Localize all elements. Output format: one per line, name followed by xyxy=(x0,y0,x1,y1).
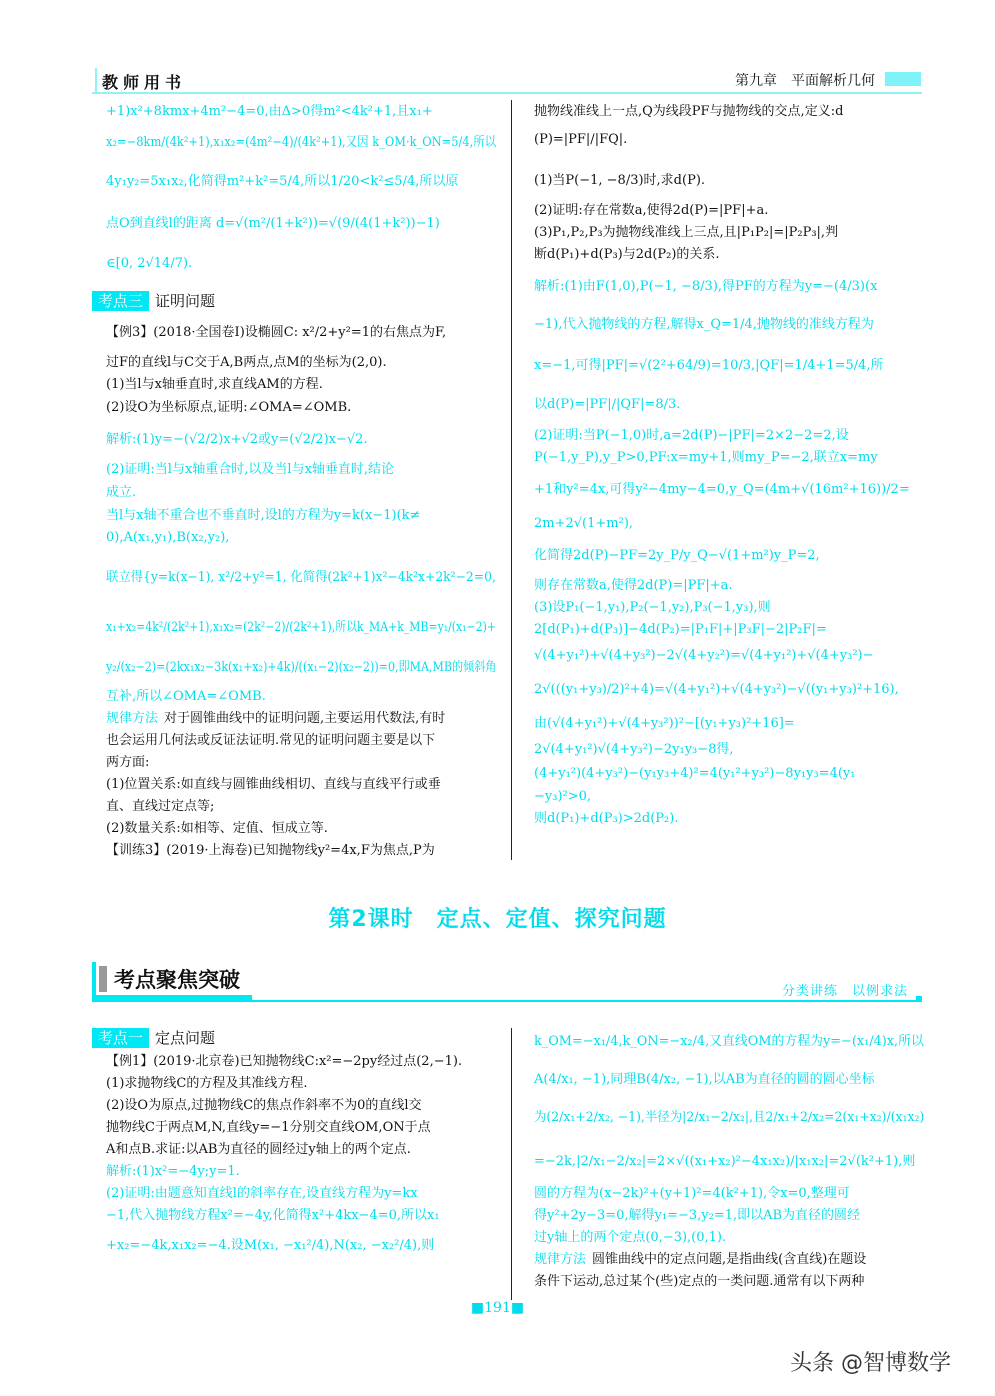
line-text: 两方面: xyxy=(106,755,150,770)
text-line xyxy=(534,714,795,734)
line-text: +1和y²=4x,可得y²−4my−4=0,y_Q=(4m+√(16m²+16))/2= xyxy=(534,482,910,497)
text-line xyxy=(534,787,591,807)
text-line xyxy=(106,1140,411,1160)
text-line xyxy=(534,1070,875,1090)
line-text: 联立得{y=k(x−1), x²/2+y²=1, 化简得(2k²+1)x²−4k²x+2k²−2=0, xyxy=(106,570,496,585)
text-line xyxy=(534,740,734,760)
line-text: √(4+y₁²)+√(4+y₃²)−2√(4+y₂²)=√(4+y₁²)+√(4+y₃²)− xyxy=(534,648,874,663)
line-text: k_OM=−x₁/4,k_ON=−x₂/4,又直线OM的方程为y=−(x₁/4)x,所以 xyxy=(534,1034,924,1049)
line-text: ∈[0, 2√14/7). xyxy=(106,256,193,271)
line-text: (3)P₁,P₂,P₃为抛物线准线上三点,且|P₁P₂|=|P₂P₃|,判 xyxy=(534,225,839,240)
watermark: 头条 @智博数学 xyxy=(790,1351,951,1376)
text-line xyxy=(534,576,733,596)
line-text: 解析:(1)y=−(√2/2)x+√2或y=(√2/2)x−√2. xyxy=(106,432,368,447)
line-text: (2)证明:存在常数a,使得2d(P)=|PF|+a. xyxy=(534,203,769,218)
text-line xyxy=(534,1108,924,1128)
text-line xyxy=(106,1052,462,1072)
text-line xyxy=(106,430,368,450)
line-text: 互补,所以∠OMA=∠OMB. xyxy=(106,689,266,704)
text-line xyxy=(534,395,680,415)
text-line xyxy=(106,214,440,234)
text-line xyxy=(534,448,878,468)
line-text: x₂=−8km/(4k²+1),x₁x₂=(4m²−4)/(4k²+1),又因 k_OM·k_ON=5/4,所以 xyxy=(106,135,497,150)
text-line xyxy=(106,1096,422,1116)
badge-label: 考点三 xyxy=(92,291,149,311)
text-line xyxy=(534,1228,726,1248)
text-line xyxy=(534,223,838,243)
line-text: 直、直线过定点等; xyxy=(106,799,215,814)
line-text: 圆的方程为(x−2k)²+(y+1)²=4(k²+1),令x=0,整理可 xyxy=(534,1186,850,1201)
text-line xyxy=(106,841,435,861)
text-line xyxy=(106,254,192,274)
text-line xyxy=(534,356,884,376)
badge-title: 证明问题 xyxy=(155,292,216,310)
text-line xyxy=(106,1074,308,1094)
line-text: y₂/(x₂−2)=(2kx₁x₂−3k(x₁+x₂)+4k)/((x₁−2)(x₂−2))=0,即MA,MB的倾斜角 xyxy=(106,660,497,675)
line-text: A(4/x₁, −1),同理B(4/x₂, −1),以AB为直径的圆的圆心坐标 xyxy=(534,1072,875,1087)
method-label: 规律方法 xyxy=(106,711,159,726)
line-text: 2√(((y₁+y₃)/2)²+4)=√(4+y₁²)+√(4+y₃²)−√((y₁+y₃)²+16), xyxy=(534,682,899,697)
lesson-title: 第2课时 定点、定值、探究问题 xyxy=(328,907,667,932)
line-text: 过y轴上的两个定点(0,−3),(0,1). xyxy=(534,1230,727,1245)
text-line xyxy=(106,1118,431,1138)
line-text: 成立. xyxy=(106,485,137,500)
banner-title: 考点聚焦突破 xyxy=(114,967,240,992)
line-text: 则存在常数a,使得2d(P)=|PF|+a. xyxy=(534,578,733,593)
line-text: (1)当l与x轴垂直时,求直线AM的方程. xyxy=(106,377,323,392)
text-line xyxy=(106,658,496,678)
line-text: 则d(P₁)+d(P₃)>2d(P₂). xyxy=(534,811,679,826)
text-line xyxy=(534,1250,866,1270)
text-line xyxy=(534,245,720,265)
line-text: P(−1,y_P),y_P>0,PF:x=my+1,则my_P=−2,联立x=my xyxy=(534,450,878,465)
line-text: (3)设P₁(−1,y₁),P₂(−1,y₂),P₃(−1,y₃),则 xyxy=(534,600,771,615)
book-title: 教师用书 xyxy=(102,73,187,92)
line-text: 化简得2d(P)−PF=2y_P/y_Q−√(1+m²)y_P=2, xyxy=(534,548,820,563)
text-line xyxy=(534,1272,864,1292)
line-text: 点O到直线l的距离 d=√(m²/(1+k²))=√(9/(4(1+k²))−1) xyxy=(106,216,440,231)
line-text: 【例1】(2019·北京卷)已知抛物线C:x²=−2py经过点(2,−1). xyxy=(106,1054,463,1069)
method-label: 规律方法 xyxy=(534,1252,587,1267)
line-text: −y₃)²>0, xyxy=(534,789,592,804)
line-text: 2m+2√(1+m²), xyxy=(534,516,634,531)
line-text: 也会运用几何法或反证法证明.常见的证明问题主要是以下 xyxy=(106,733,436,748)
line-text: (1)位置关系:如直线与圆锥曲线相切、直线与直线平行或垂 xyxy=(106,777,441,792)
text-line xyxy=(106,133,496,153)
text-line xyxy=(106,1162,240,1182)
line-text: 【训练3】(2019·上海卷)已知抛物线y²=4x,F为焦点,P为 xyxy=(106,843,435,858)
line-text: x=−1,可得|PF|=√(2²+64/9)=10/3,|QF|=1/4+1=5/4,所 xyxy=(534,358,884,373)
text-line xyxy=(106,1206,440,1226)
text-line xyxy=(106,709,445,729)
line-text: (2)设O为原点,过抛物线C的焦点作斜率不为0的直线l交 xyxy=(106,1098,422,1113)
text-line xyxy=(106,483,136,503)
text-line xyxy=(534,680,899,700)
line-text: 得y²+2y−3=0,解得y₁=−3,y₂=1,即以AB为直径的圆经 xyxy=(534,1208,861,1223)
column-divider xyxy=(511,100,512,860)
line-text: (1)当P(−1, −8/3)时,求d(P). xyxy=(534,173,706,188)
text-line xyxy=(534,514,633,534)
text-line xyxy=(534,171,705,191)
text-line xyxy=(106,819,328,839)
banner-square xyxy=(916,996,922,1002)
text-line xyxy=(534,201,768,221)
column-divider xyxy=(511,1028,512,1300)
text-line xyxy=(534,1152,915,1172)
line-text: A和点B.求证:以AB为直径的圆经过y轴上的两个定点. xyxy=(106,1142,411,1157)
text-line xyxy=(106,1184,418,1204)
text-line xyxy=(534,546,820,566)
line-text: 过F的直线l与C交于A,B两点,点M的坐标为(2,0). xyxy=(106,355,387,370)
text-line xyxy=(106,528,229,548)
line-text: (2)证明:由题意知直线l的斜率存在,设直线方程为y=kx xyxy=(106,1186,418,1201)
line-text: (4+y₁²)(4+y₃²)−(y₁y₃+4)²=4(y₁²+y₃²)−8y₁y₃=4(y₁ xyxy=(534,766,856,781)
text-line xyxy=(534,764,855,784)
line-text: 【例3】(2018·全国卷Ⅰ)设椭圆C: x²/2+y²=1的右焦点为F, xyxy=(106,325,447,340)
text-line xyxy=(106,568,496,588)
line-text: 为(2/x₁+2/x₂, −1),半径为|2/x₁−2/x₂|,且2/x₁+2/x₂=2(x₁+x₂)/(x₁x₂) xyxy=(534,1110,925,1125)
text-line xyxy=(534,1184,850,1204)
line-text: −1),代入抛物线的方程,解得x_Q=1/4,抛物线的准线方程为 xyxy=(534,317,874,332)
line-text: +x₂=−4k,x₁x₂=−4.设M(x₁, −x₁²/4),N(x₂, −x₂²/4),则 xyxy=(106,1238,435,1253)
line-text: (2)证明:当P(−1,0)时,a=2d(P)−|PF|=2×2−2=2,设 xyxy=(534,428,849,443)
text-line xyxy=(106,353,387,373)
text-line xyxy=(534,598,771,618)
line-text: 由(√(4+y₁²)+√(4+y₃²))²−[(y₁+y₃)²+16]= xyxy=(534,716,795,731)
line-text: (2)数量关系:如相等、定值、恒成立等. xyxy=(106,821,328,836)
text-line xyxy=(106,172,458,192)
page-number: ■191■ xyxy=(470,1300,525,1316)
line-text: (P)=|PF|/|FQ|. xyxy=(534,132,628,147)
header-bar xyxy=(885,72,921,86)
text-line xyxy=(534,277,877,297)
text-line xyxy=(106,797,214,817)
line-text: +1)x²+8kmx+4m²−4=0,由Δ>0得m²<4k²+1,且x₁+ xyxy=(106,104,433,119)
text-line xyxy=(534,130,627,150)
text-line xyxy=(106,102,433,122)
line-text: 对于圆锥曲线中的证明问题,主要运用代数法,有时 xyxy=(164,711,446,726)
banner-rule xyxy=(92,1000,918,1002)
text-line xyxy=(106,1236,434,1256)
line-text: =−2k,|2/x₁−2/x₂|=2×√((x₁+x₂)²−4x₁x₂)/|x₁x₂|=2√(k²+1),则 xyxy=(534,1154,916,1169)
line-text: (2)设O为坐标原点,证明:∠OMA=∠OMB. xyxy=(106,400,352,415)
line-text: 抛物线准线上一点,Q为线段PF与抛物线的交点,定义:d xyxy=(534,104,844,119)
text-line xyxy=(106,375,323,395)
header-rule xyxy=(92,92,922,94)
text-line xyxy=(106,731,435,751)
line-text: (2)证明:当l与x轴重合时,以及当l与x轴垂直时,结论 xyxy=(106,462,395,477)
line-text: 0),A(x₁,y₁),B(x₂,y₂), xyxy=(106,530,230,545)
section-badge-1 xyxy=(92,1027,215,1048)
text-line xyxy=(534,315,874,335)
line-text: 4y₁y₂=5x₁x₂,化简得m²+k²=5/4,所以1/20<k²≤5/4,所以原 xyxy=(106,174,459,189)
line-text: (1)求抛物线C的方程及其准线方程. xyxy=(106,1076,308,1091)
line-text: 当l与x轴不重合也不垂直时,设l的方程为y=k(x−1)(k≠ xyxy=(106,508,421,523)
line-text: 条件下运动,总过某个(些)定点的一类问题.通常有以下两种 xyxy=(534,1274,865,1289)
text-line xyxy=(534,809,678,829)
line-text: 2[d(P₁)+d(P₃)]−4d(P₂)=|P₁F|+|P₃F|−2|P₂F|= xyxy=(534,622,827,637)
line-text: 解析:(1)由F(1,0),P(−1, −8/3),得PF的方程为y=−(4/3)(x xyxy=(534,279,878,294)
line-text: 圆锥曲线中的定点问题,是指曲线(含直线)在题设 xyxy=(592,1252,867,1267)
text-line xyxy=(534,620,827,640)
section-badge-3 xyxy=(92,290,215,311)
text-line xyxy=(106,775,441,795)
text-line xyxy=(106,398,351,418)
text-line xyxy=(106,618,496,638)
text-line xyxy=(534,102,843,122)
line-text: 2√(4+y₁²)√(4+y₃²)−2y₁y₃−8得, xyxy=(534,742,734,757)
header-decoration xyxy=(95,68,97,92)
badge-label: 考点一 xyxy=(92,1028,149,1048)
text-line xyxy=(534,426,849,446)
line-text: −1,代入抛物线方程x²=−4y,化简得x²+4kx−4=0,所以x₁ xyxy=(106,1208,440,1223)
line-text: 抛物线C于两点M,N,直线y=−1分别交直线OM,ON于点 xyxy=(106,1120,431,1135)
banner-subtitle: 分类讲练 以例求法 xyxy=(781,984,908,999)
text-line xyxy=(106,753,149,773)
text-line xyxy=(534,646,874,666)
text-line xyxy=(106,687,266,707)
line-text: 断d(P₁)+d(P₃)与2d(P₂)的关系. xyxy=(534,247,720,262)
text-line xyxy=(106,460,394,480)
text-line xyxy=(534,480,910,500)
banner-marker xyxy=(99,966,107,992)
line-text: x₁+x₂=4k²/(2k²+1),x₁x₂=(2k²−2)/(2k²+1),所以k_MA+k_MB=y₁/(x₁−2)+ xyxy=(106,620,497,635)
line-text: 以d(P)=|PF|/|QF|=8/3. xyxy=(534,397,681,412)
chapter-title: 第九章 平面解析几何 xyxy=(735,73,875,89)
badge-title: 定点问题 xyxy=(155,1029,216,1047)
text-line xyxy=(534,1206,860,1226)
section-banner xyxy=(92,962,922,1002)
text-line xyxy=(106,506,420,526)
text-line xyxy=(106,323,446,343)
line-text: 解析:(1)x²=−4y;y=1. xyxy=(106,1164,240,1179)
text-line xyxy=(534,1032,924,1052)
